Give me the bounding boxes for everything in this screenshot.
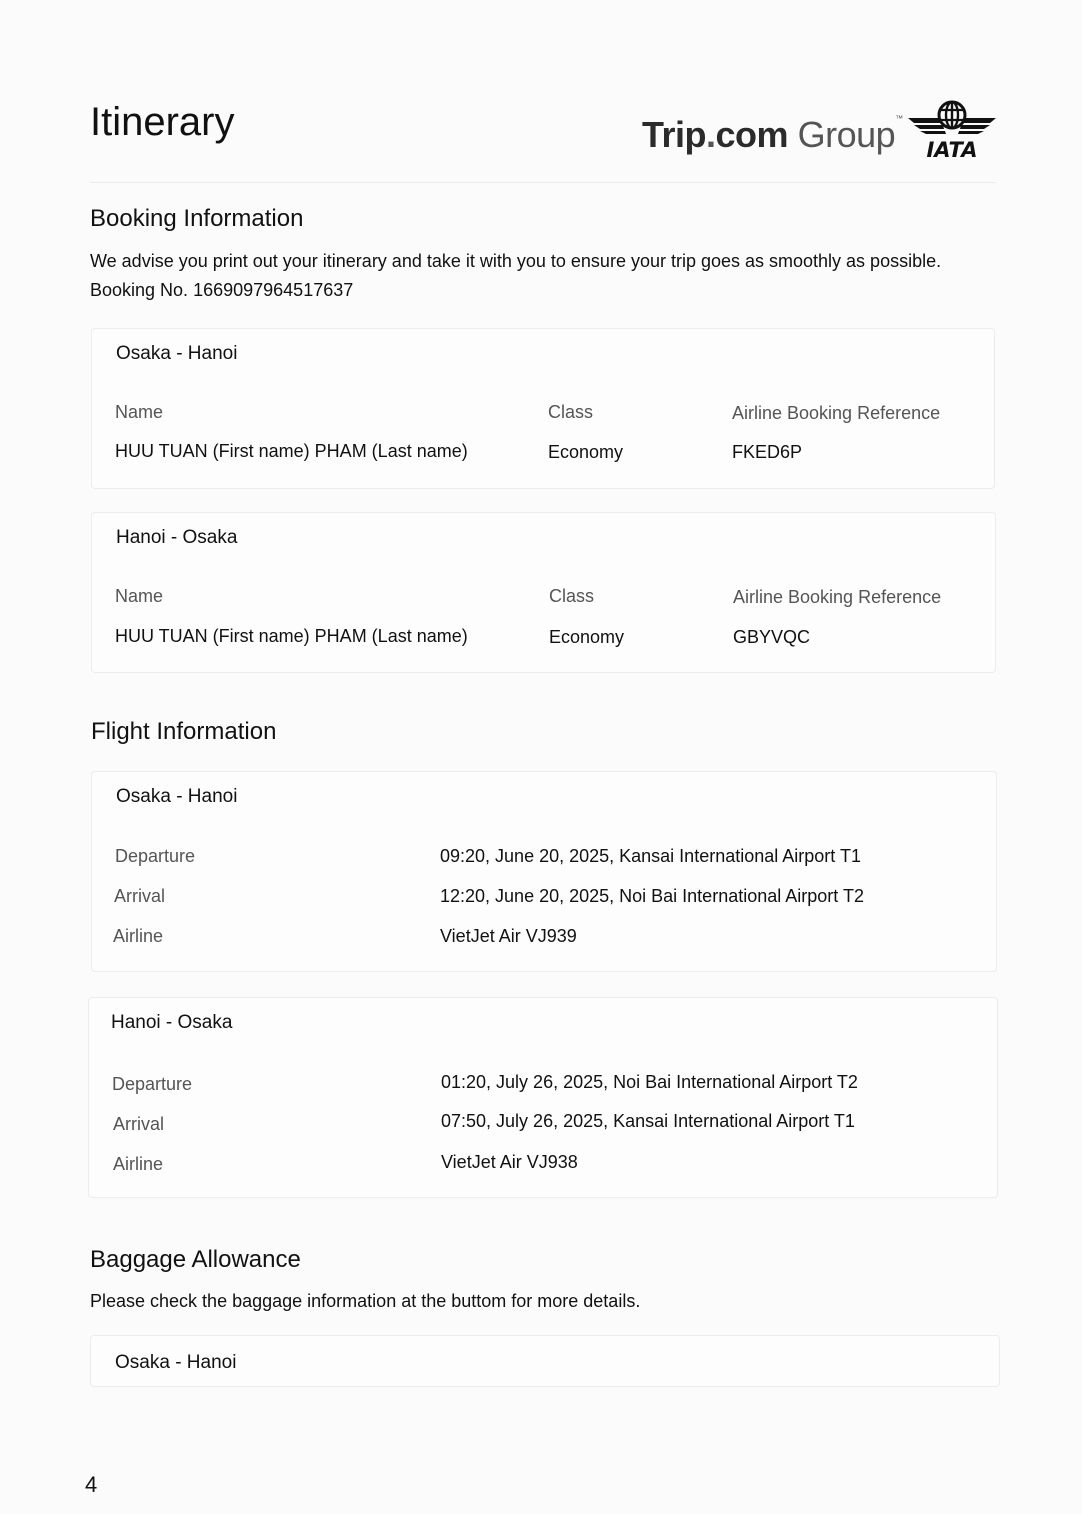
- logo-trip-text: Trip: [642, 114, 707, 155]
- header-divider: [90, 182, 996, 183]
- arrival-label: Arrival: [113, 1114, 165, 1134]
- flight-card: [88, 997, 998, 1198]
- page-number: 4: [85, 1472, 98, 1497]
- airline-label: Airline: [113, 926, 164, 946]
- airline-booking-reference-value: GBYVQC: [733, 627, 811, 647]
- iata-logo-icon: [906, 98, 998, 160]
- airline-booking-reference-value: FKED6P: [732, 442, 803, 462]
- flight-card-route: Hanoi - Osaka: [111, 1012, 233, 1033]
- flight-card-route: Osaka - Hanoi: [116, 786, 238, 807]
- baggage-card: [90, 1335, 1000, 1387]
- passenger-name: HUU TUAN (First name) PHAM (Last name): [115, 626, 468, 646]
- arrival-value: 07:50, July 26, 2025, Kansai International Airport T1: [441, 1111, 855, 1131]
- departure-label: Departure: [112, 1074, 193, 1094]
- name-label: Name: [115, 586, 164, 606]
- baggage-allowance-heading: Baggage Allowance: [90, 1246, 301, 1273]
- booking-card-route: Osaka - Hanoi: [116, 343, 238, 364]
- class-label: Class: [548, 402, 594, 422]
- class-value: Economy: [548, 442, 624, 462]
- departure-label: Departure: [115, 846, 196, 866]
- airline-value: VietJet Air VJ938: [441, 1152, 578, 1172]
- airline-value: VietJet Air VJ939: [440, 926, 577, 946]
- booking-number-label: Booking No.: [90, 280, 189, 300]
- booking-advice-text: We advise you print out your itinerary and take it with you to ensure your trip goes as smoothly as possible.: [90, 251, 942, 271]
- booking-number-value: 1669097964517637: [193, 280, 354, 300]
- booking-number-row: [90, 280, 353, 301]
- baggage-note-text: Please check the baggage information at the buttom for more details.: [90, 1291, 641, 1311]
- booking-card-route: Hanoi - Osaka: [116, 527, 238, 548]
- logo-tm-text: ™: [895, 114, 903, 123]
- airline-label: Airline: [113, 1154, 164, 1174]
- booking-card: [91, 328, 995, 489]
- logo-com-text: com: [715, 114, 789, 155]
- flight-card: [91, 771, 997, 972]
- booking-card: [91, 512, 996, 673]
- airline-booking-reference-label: Airline Booking Reference: [732, 403, 941, 423]
- flight-information-heading: Flight Information: [91, 718, 277, 745]
- departure-value: 09:20, June 20, 2025, Kansai International Airport T1: [440, 846, 861, 866]
- passenger-name: HUU TUAN (First name) PHAM (Last name): [115, 441, 468, 461]
- name-label: Name: [115, 402, 164, 422]
- logo-dot-text: .: [706, 114, 716, 155]
- baggage-card-route: Osaka - Hanoi: [115, 1352, 237, 1373]
- departure-value: 01:20, July 26, 2025, Noi Bai International Airport T2: [441, 1072, 858, 1092]
- class-value: Economy: [549, 627, 625, 647]
- page-title: Itinerary: [90, 100, 235, 144]
- logo-group-text: Group: [797, 114, 896, 155]
- arrival-label: Arrival: [114, 886, 166, 906]
- airline-booking-reference-label: Airline Booking Reference: [733, 587, 942, 607]
- trip-com-group-logo: [642, 114, 903, 156]
- booking-information-heading: Booking Information: [90, 205, 304, 232]
- iata-logo-text: IATA: [926, 138, 978, 160]
- arrival-value: 12:20, June 20, 2025, Noi Bai International Airport T2: [440, 886, 864, 906]
- class-label: Class: [549, 586, 595, 606]
